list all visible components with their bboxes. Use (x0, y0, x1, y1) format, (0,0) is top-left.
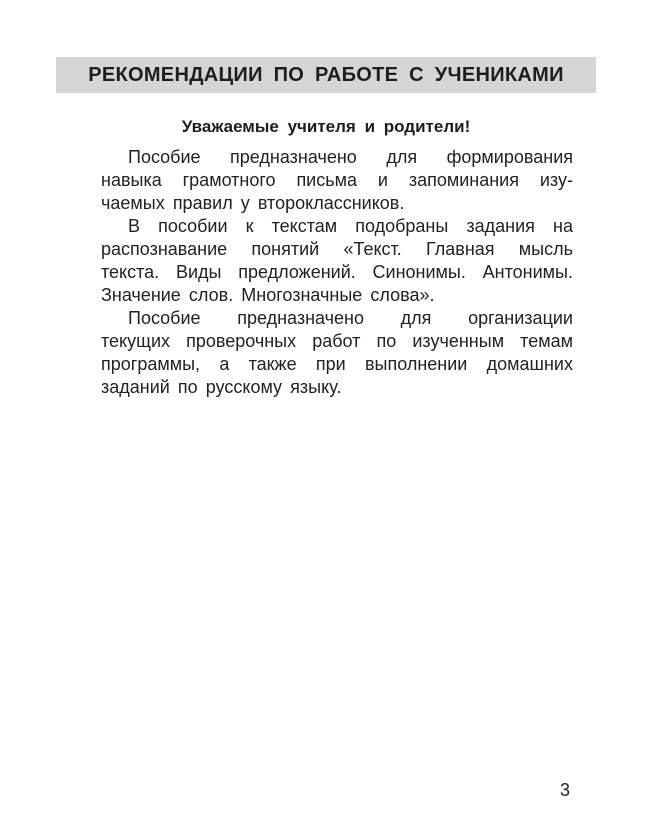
paragraph-3-line (128, 307, 573, 329)
word: «Текст. (343, 239, 402, 259)
paragraph-2-line (101, 284, 573, 306)
section-title: РЕКОМЕНДАЦИИ ПО РАБОТЕ С УЧЕНИКАМИ (88, 64, 564, 86)
word: на (553, 216, 573, 236)
word: чаемых (101, 193, 165, 213)
word: второклассников. (257, 193, 405, 213)
word: изу- (539, 170, 573, 190)
word: для (386, 147, 418, 167)
word: для (400, 308, 432, 328)
paragraph-1-line (101, 192, 573, 214)
word: слов. (188, 285, 234, 305)
paragraph-3-line (101, 330, 573, 352)
word: письма (296, 170, 358, 190)
word: Пособие (128, 147, 201, 167)
paragraph-1-line (101, 169, 573, 191)
word: Синонимы. (372, 262, 466, 282)
word: у (240, 193, 250, 213)
paragraph-2-line (101, 261, 573, 283)
word: заданий (101, 377, 170, 397)
word: предложений. (238, 262, 356, 282)
word: домашних (486, 354, 573, 374)
word: изученным (412, 331, 505, 351)
word: грамотного (182, 170, 276, 190)
word: по (177, 377, 198, 397)
greeting-heading: Уважаемые учителя и родители! (181, 117, 471, 136)
word: Виды (175, 262, 222, 282)
word: текста. (101, 262, 160, 282)
word: Пособие (128, 308, 201, 328)
word: предназначено (230, 147, 357, 167)
word: мысль (518, 239, 573, 259)
word: текущих (101, 331, 170, 351)
section-header (56, 57, 596, 93)
word: а (219, 354, 230, 374)
word: при (315, 354, 346, 374)
word: Антонимы. (482, 262, 573, 282)
word: Значение (101, 285, 181, 305)
word: также (248, 354, 297, 374)
paragraph-3-line (101, 353, 573, 375)
word: работ (312, 331, 361, 351)
word: запоминания (408, 170, 519, 190)
word: задания (466, 216, 535, 236)
word: к (245, 216, 254, 236)
word: Многозначные (241, 285, 363, 305)
word: русскому (205, 377, 283, 397)
word: подобраны (355, 216, 449, 236)
word: В (128, 216, 141, 236)
word: слова». (370, 285, 435, 305)
page-number: 3 (560, 780, 571, 800)
paragraph-1-line (128, 146, 573, 168)
word: навыка (101, 170, 162, 190)
word: темам (520, 331, 573, 351)
word: распознавание (101, 239, 228, 259)
word: предназначено (237, 308, 364, 328)
word: правил (172, 193, 233, 213)
paragraph-2-line (101, 238, 573, 260)
word: программы, (101, 354, 201, 374)
word: текстам (271, 216, 338, 236)
paragraph-3-line (101, 376, 573, 398)
word: языку. (290, 377, 342, 397)
word: по (376, 331, 397, 351)
paragraph-2-line (128, 215, 573, 237)
word: и (377, 170, 388, 190)
word: понятий (251, 239, 320, 259)
word: Главная (426, 239, 495, 259)
word: формирования (446, 147, 573, 167)
word: пособии (158, 216, 228, 236)
word: выполнении (364, 354, 468, 374)
word: организации (468, 308, 573, 328)
word: проверочных (186, 331, 297, 351)
